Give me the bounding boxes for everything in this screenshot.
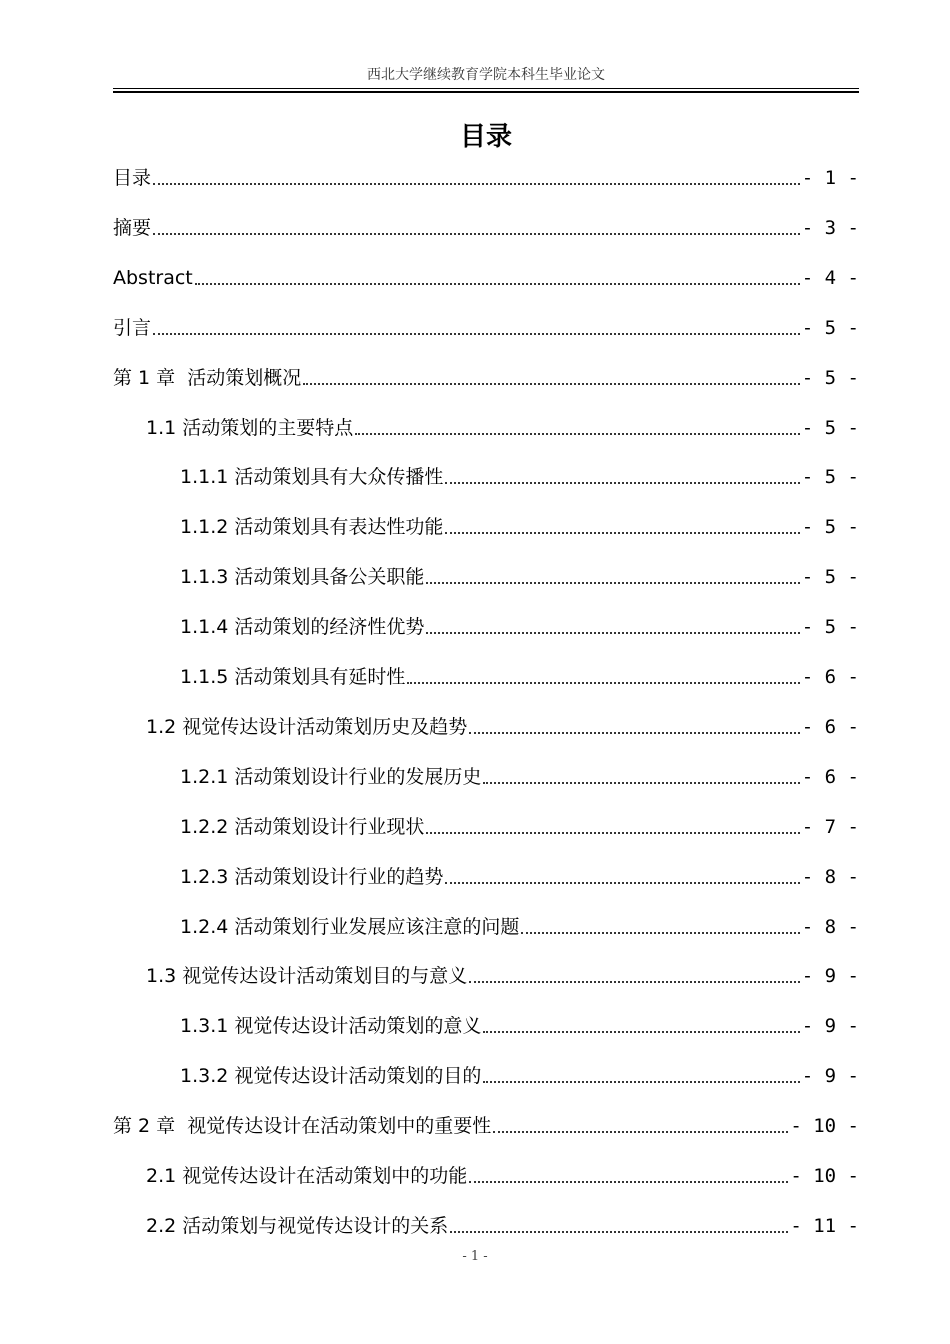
header-rule-thin bbox=[113, 88, 859, 89]
toc-entry-page: - 9 - bbox=[801, 1065, 859, 1087]
toc-dot-leader bbox=[303, 373, 800, 385]
toc-entry-page: - 5 - bbox=[801, 566, 859, 588]
toc-entry[interactable] bbox=[180, 813, 859, 839]
toc-dot-leader bbox=[195, 273, 800, 285]
toc-entry-page: - 9 - bbox=[801, 965, 859, 987]
toc-entry[interactable] bbox=[146, 713, 859, 739]
page-number: - 1 - bbox=[462, 1249, 488, 1264]
toc-entry[interactable] bbox=[113, 314, 859, 340]
toc-entry[interactable] bbox=[113, 1112, 859, 1138]
toc-dot-leader bbox=[469, 971, 800, 983]
page-header: 西北大学继续教育学院本科生毕业论文 bbox=[367, 67, 605, 83]
toc-title: 目录 bbox=[459, 122, 512, 152]
toc-dot-leader bbox=[469, 1171, 788, 1183]
toc-entry-page: - 11 - bbox=[790, 1215, 859, 1237]
toc-entry-label: 第 1 章 活动策划概况 bbox=[113, 367, 302, 389]
toc-entry-label: 1.2.1 活动策划设计行业的发展历史 bbox=[180, 766, 482, 788]
toc-entry-label: 目录 bbox=[113, 167, 152, 189]
toc-entry[interactable] bbox=[180, 913, 859, 939]
toc-entry-label: 1.1.3 活动策划具备公关职能 bbox=[180, 566, 425, 588]
toc-entry[interactable] bbox=[146, 1212, 859, 1238]
toc-entry-label: 2.2 活动策划与视觉传达设计的关系 bbox=[146, 1215, 449, 1237]
toc-dot-leader bbox=[426, 622, 799, 634]
toc-entry-label: Abstract bbox=[113, 267, 193, 289]
toc-entry[interactable] bbox=[180, 763, 859, 789]
toc-dot-leader bbox=[483, 1021, 799, 1033]
toc-entry[interactable] bbox=[146, 414, 859, 440]
toc-entry-page: - 6 - bbox=[801, 716, 859, 738]
toc-dot-leader bbox=[445, 872, 799, 884]
toc-entry-page: - 6 - bbox=[801, 766, 859, 788]
toc-entry-page: - 5 - bbox=[801, 367, 859, 389]
toc-entry[interactable] bbox=[180, 463, 859, 489]
toc-entry[interactable] bbox=[180, 1062, 859, 1088]
toc-entry[interactable] bbox=[113, 214, 859, 240]
toc-entry-page: - 9 - bbox=[801, 1015, 859, 1037]
toc-entry-label: 1.3 视觉传达设计活动策划目的与意义 bbox=[146, 965, 468, 987]
toc-entry-page: - 1 - bbox=[801, 167, 859, 189]
toc-entry[interactable] bbox=[180, 613, 859, 639]
toc-entry-label: 1.3.1 视觉传达设计活动策划的意义 bbox=[180, 1015, 482, 1037]
toc-entry[interactable] bbox=[146, 1162, 859, 1188]
toc-entry-page: - 4 - bbox=[801, 267, 859, 289]
toc-dot-leader bbox=[355, 423, 800, 435]
toc-entry-page: - 3 - bbox=[801, 217, 859, 239]
toc-dot-leader bbox=[153, 323, 800, 335]
toc-entry[interactable] bbox=[113, 164, 859, 190]
toc-entry-label: 1.1.1 活动策划具有大众传播性 bbox=[180, 466, 444, 488]
toc-dot-leader bbox=[521, 922, 799, 934]
toc-dot-leader bbox=[426, 572, 799, 584]
toc-entry-page: - 5 - bbox=[801, 466, 859, 488]
toc-entry-label: 1.1.2 活动策划具有表达性功能 bbox=[180, 516, 444, 538]
toc-entry-page: - 7 - bbox=[801, 816, 859, 838]
toc-entry-page: - 8 - bbox=[801, 866, 859, 888]
toc-entry-page: - 10 - bbox=[790, 1115, 859, 1137]
toc-entry-page: - 10 - bbox=[790, 1165, 859, 1187]
toc-entry[interactable] bbox=[180, 663, 859, 689]
toc-entry[interactable] bbox=[180, 563, 859, 589]
toc-entry-label: 2.1 视觉传达设计在活动策划中的功能 bbox=[146, 1165, 468, 1187]
toc-dot-leader bbox=[450, 1221, 788, 1233]
toc-entry[interactable] bbox=[180, 513, 859, 539]
toc-entry[interactable] bbox=[113, 264, 859, 290]
toc-entry-page: - 8 - bbox=[801, 916, 859, 938]
toc-dot-leader bbox=[445, 472, 799, 484]
toc-dot-leader bbox=[153, 223, 800, 235]
toc-entry-page: - 5 - bbox=[801, 516, 859, 538]
toc-entry[interactable] bbox=[146, 962, 859, 988]
header-rule-thick bbox=[113, 91, 859, 93]
toc-entry-label: 引言 bbox=[113, 317, 152, 339]
toc-dot-leader bbox=[426, 822, 799, 834]
toc-dot-leader bbox=[445, 522, 799, 534]
toc-entry-label: 1.2 视觉传达设计活动策划历史及趋势 bbox=[146, 716, 468, 738]
toc-entry[interactable] bbox=[180, 863, 859, 889]
toc-entry[interactable] bbox=[180, 1012, 859, 1038]
toc-entry-page: - 6 - bbox=[801, 666, 859, 688]
toc-entry-label: 第 2 章 视觉传达设计在活动策划中的重要性 bbox=[113, 1115, 492, 1137]
toc-entry-label: 1.2.4 活动策划行业发展应该注意的问题 bbox=[180, 916, 520, 938]
toc-dot-leader bbox=[153, 173, 800, 185]
toc-dot-leader bbox=[407, 672, 799, 684]
toc-entry-label: 1.1.4 活动策划的经济性优势 bbox=[180, 616, 425, 638]
toc-entry-label: 1.2.3 活动策划设计行业的趋势 bbox=[180, 866, 444, 888]
toc-entry-label: 摘要 bbox=[113, 217, 152, 239]
toc-entry-label: 1.2.2 活动策划设计行业现状 bbox=[180, 816, 425, 838]
toc-entry-label: 1.1.5 活动策划具有延时性 bbox=[180, 666, 406, 688]
toc-entry-label: 1.3.2 视觉传达设计活动策划的目的 bbox=[180, 1065, 482, 1087]
toc-entry[interactable] bbox=[113, 364, 859, 390]
toc-dot-leader bbox=[483, 772, 799, 784]
toc-entry-page: - 5 - bbox=[801, 616, 859, 638]
toc-dot-leader bbox=[493, 1121, 788, 1133]
toc-dot-leader bbox=[469, 722, 800, 734]
toc-entry-page: - 5 - bbox=[801, 417, 859, 439]
toc-entry-page: - 5 - bbox=[801, 317, 859, 339]
toc-entry-label: 1.1 活动策划的主要特点 bbox=[146, 417, 354, 439]
toc-dot-leader bbox=[483, 1071, 799, 1083]
